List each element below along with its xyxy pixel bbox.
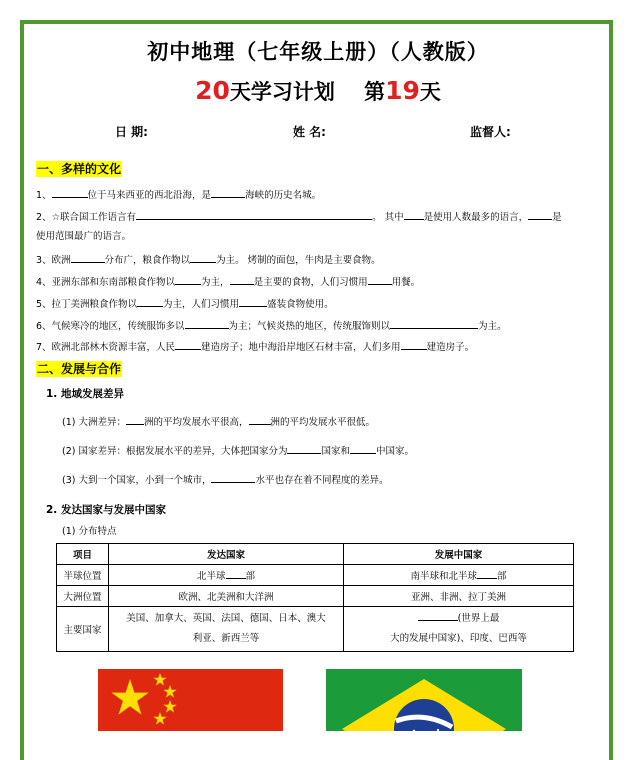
page-title: 初中地理（七年级上册）（人教版） (147, 40, 489, 64)
section-1-heading: 一、多样的文化 (37, 162, 122, 176)
item-2: (2) 国家差异：根据发展水平的差异，大体把国家分为 国家和 中国家。 (62, 443, 414, 457)
distribution-table (56, 543, 574, 652)
question-6: 6、气候寒冷的地区，传统服饰多以 为主；气候炎热的地区，传统服饰则以 为主。 (36, 318, 507, 333)
day-number: 19 (385, 76, 420, 105)
subsection-2-1-label: (1) 分布特点 (62, 526, 117, 537)
question-4: 4、亚洲东部和东南部粮食作物以 为主， 是主要的食物，人们习惯用 用餐。 (36, 274, 420, 289)
table-cell: 亚洲、非洲、拉丁美洲 (344, 586, 574, 607)
table-row (57, 565, 574, 586)
big-star-icon (111, 679, 148, 715)
subsection-2-heading: 2. 发达国家与发展中国家 (46, 504, 166, 516)
small-star-icon (163, 700, 176, 713)
supervisor-label: 监督人: (470, 125, 511, 139)
table-row (57, 607, 574, 652)
name-label: 姓 名: (293, 125, 326, 139)
table-row-label: 主要国家 (57, 607, 109, 652)
table-header: 项目 (57, 544, 109, 565)
table-cell: 南半球和北半球 部 (344, 565, 574, 586)
table-row-label: 半球位置 (57, 565, 109, 586)
small-star-icon (153, 673, 166, 686)
plan-text: 天学习计划 (229, 80, 335, 104)
table-cell: 欧洲、北美洲和大洋洲 (109, 586, 344, 607)
question-1: 1、 位于马来西亚的西北沿海，是 海峡的历史名城。 (36, 187, 321, 202)
brazil-flag-image (326, 669, 522, 731)
subsection-1-heading: 1. 地域发展差异 (46, 388, 124, 400)
day-prefix: 第 (364, 80, 386, 104)
table-row (57, 586, 574, 607)
table-cell: 北半球 部 (109, 565, 344, 586)
item-3: (3) 大到一个国家，小到一个城市， 水平也存在着不同程度的差异。 (62, 472, 389, 486)
question-5: 5、拉丁美洲粮食作物以 为主，人们习惯用 盛装食物使用。 (36, 296, 334, 311)
plan-days-number: 20 (195, 76, 230, 105)
table-cell: (世界上最 大的发展中国家)、印度、巴西等 (344, 607, 574, 652)
china-flag-image (98, 669, 283, 731)
table-header: 发展中国家 (344, 544, 574, 565)
question-3: 3、欧洲 分布广，粮食作物以 为主。 烤制的面包，牛肉是主要食物。 (36, 252, 381, 267)
table-header-row (57, 544, 574, 565)
table-cell: 美国、加拿大、英国、法国、德国、日本、澳大 利亚、新西兰等 (109, 607, 344, 652)
section-2-heading: 二、发展与合作 (37, 362, 122, 376)
plan-subtitle (0, 76, 636, 106)
question-2: 2、☆联合国工作语言有 。 其中 是使用人数最多的语言， 是 (36, 209, 562, 224)
item-1: (1) 大洲差异： 洲的平均发展水平很高， 洲的平均发展水平很低。 (62, 414, 375, 428)
table-header: 发达国家 (109, 544, 344, 565)
table-row-label: 大洲位置 (57, 586, 109, 607)
small-star-icon (153, 712, 166, 725)
question-7: 7、欧洲北部林木资源丰富，人民 建造房子；地中海沿岸地区石材丰富，人们多用 建造房子。 (36, 339, 474, 354)
small-star-icon (163, 685, 176, 698)
day-suffix: 天 (419, 80, 441, 104)
question-2-cont: 使用范围最广的语言。 (36, 231, 132, 242)
date-label: 日 期: (115, 125, 148, 139)
